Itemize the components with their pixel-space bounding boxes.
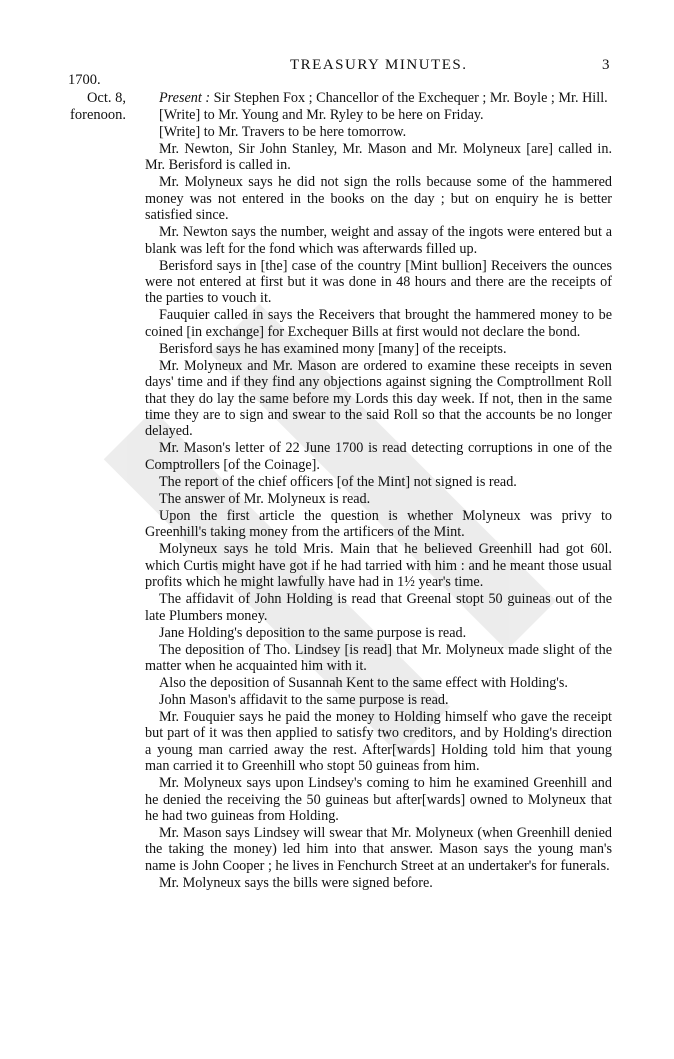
paragraph: Also the deposition of Susannah Kent to the same effect with Holding's.	[159, 674, 568, 691]
paragraph: The affidavit of John Holding is read that Greenal stopt 50 guineas out of the late Plumbers money.	[145, 591, 612, 624]
paragraph: Jane Holding's deposition to the same purpose is read.	[159, 624, 467, 641]
paragraph: Mr. Molyneux says the bills were signed before.	[159, 874, 433, 891]
paragraph: The answer of Mr. Molyneux is read.	[159, 490, 371, 507]
paragraph: Mr. Molyneux says he did not sign the rolls because some of the hammered money was not entered in the books on the day ; but on enquiry he is better satisfied since.	[145, 174, 612, 224]
paragraph: John Mason's affidavit to the same purpose is read.	[159, 691, 449, 708]
minutes-body	[145, 90, 612, 892]
margin-year: 1700.	[68, 72, 101, 88]
paragraph-present	[145, 90, 612, 106]
paragraph: Berisford says he has examined mony [many] of the receipts.	[159, 340, 507, 357]
running-head: TREASURY MINUTES.	[290, 57, 468, 73]
paragraph: Mr. Newton says the number, weight and assay of the ingots were entered but a blank was left for the fond which was afterwards filled up.	[145, 224, 612, 257]
paragraph: Molyneux says he told Mris. Main that he believed Greenhill had got 60l. which Curtis might have got if he had tarried with him : and he meant those usual profits which he might lawfully have had in 1½ year's time.	[145, 541, 612, 591]
paragraph: Mr. Mason's letter of 22 June 1700 is read detecting corruptions in one of the Comptrollers [of the Coinage].	[145, 440, 612, 473]
paragraph: [Write] to Mr. Young and Mr. Ryley to be here on Friday.	[159, 107, 484, 123]
paragraph: The report of the chief officers [of the Mint] not signed is read.	[159, 473, 517, 490]
paragraph: Mr. Fouquier says he paid the money to Holding himself who gave the receipt but part of it was then applied to satisfy two creditors, and by Holding's direction a young man carried away the rest. After[wards] Holding told him that young man carried it to Greenhill who stopt 50 guineas from him.	[145, 708, 612, 775]
paragraph: Upon the first article the question is whether Molyneux was privy to Greenhill's taking money from the artificers of the Mint.	[145, 507, 612, 541]
paragraph: Mr. Molyneux and Mr. Mason are ordered to examine these receipts in seven days' time and if they find any objections against signing the Comptrollment Roll that they do lay the same before my Lords this day week. If not, then in the same time they are to sign and swear to the said Roll so that the accounts be no longer delayed.	[145, 357, 612, 440]
paragraph: Fauquier called in says the Receivers that brought the hammered money to be coined [in exchange] for Exchequer Bills at first would not declare the bond.	[145, 307, 612, 340]
margin-date-note	[56, 72, 146, 125]
paragraph: Mr. Mason says Lindsey will swear that Mr. Molyneux (when Greenhill denied the taking the money) led him into that answer. Mason says the young man's name is John Cooper ; he lives in Fenchurch Street at an undertaker's for funerals.	[145, 824, 612, 874]
margin-date: Oct. 8,	[86, 89, 126, 106]
margin-time: forenoon.	[70, 107, 126, 123]
present-text: Sir Stephen Fox ; Chancellor of the Exchequer ; Mr. Boyle ; Mr. Hill.	[210, 90, 608, 106]
paragraph: The deposition of Tho. Lindsey [is read] that Mr. Molyneux made slight of the matter when he acquainted him with it.	[145, 641, 612, 674]
paragraph: Berisford says in [the] case of the country [Mint bullion] Receivers the ounces were not entered at first but it was done in 48 hours and there are the receipts of the parties to vouch it.	[145, 257, 612, 307]
paragraph: Mr. Newton, Sir John Stanley, Mr. Mason and Mr. Molyneux [are] called in. Mr. Berisford is called in.	[145, 141, 612, 174]
page-number: 3	[602, 57, 610, 73]
paragraph: Mr. Molyneux says upon Lindsey's coming to him he examined Greenhill and he denied the receiving the 50 guineas but after[wards] owned to Molyneux that he had two guineas from Holding.	[145, 775, 612, 824]
paragraph: [Write] to Mr. Travers to be here tomorrow.	[159, 124, 407, 140]
present-label: Present :	[159, 90, 211, 106]
